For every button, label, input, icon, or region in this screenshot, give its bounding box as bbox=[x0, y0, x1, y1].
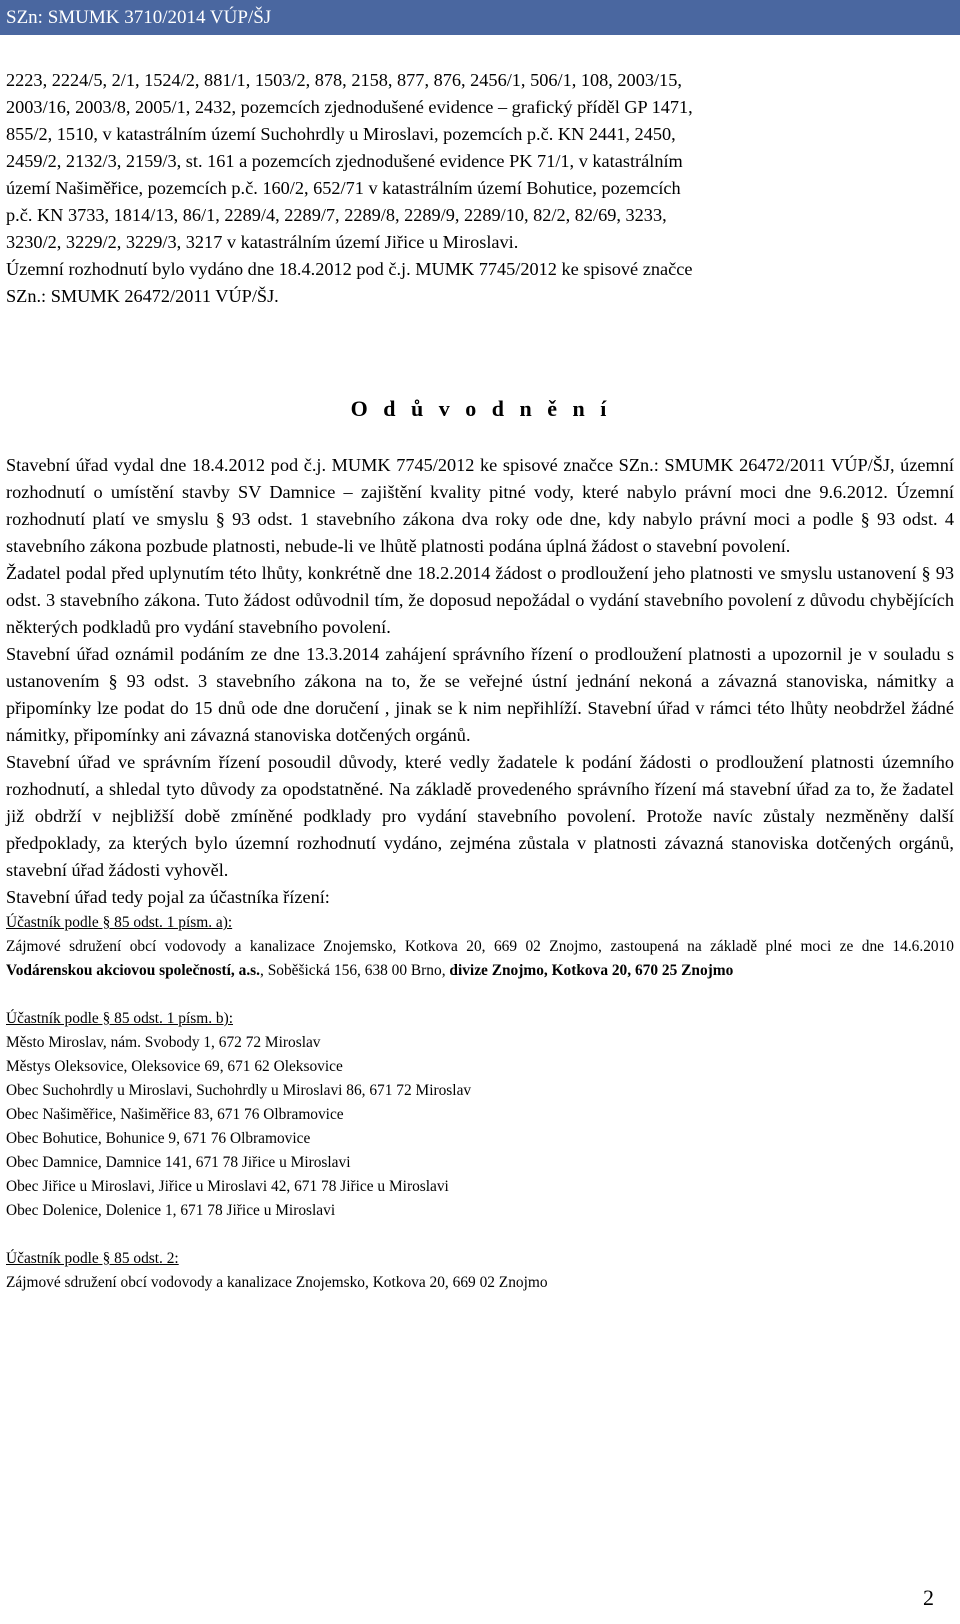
intro-line: území Našiměřice, pozemcích p.č. 160/2, 652/71 v katastrálním území Bohutice, pozemcích bbox=[6, 178, 681, 198]
reasoning-body bbox=[6, 452, 954, 1295]
intro-block bbox=[6, 67, 956, 310]
intro-line: 2459/2, 2132/3, 2159/3, st. 161 a pozemcích zjednodušené evidence PK 71/1, v katastrálním bbox=[6, 151, 683, 171]
group-a-bold2: divize Znojmo, Kotkova 20, 670 25 Znojmo bbox=[449, 962, 734, 979]
paragraph: Stavební úřad vydal dne 18.4.2012 pod č.j. MUMK 7745/2012 ke spisové značce SZn.: SMUMK 26472/2011 VÚP/ŠJ, územní rozhodnutí o umístění stavby SV Damnice – zajištění kvality pitné vody, které nabylo právní moci dne 9.6.2012. Územní rozhodnutí platí ve smyslu § 93 odst. 1 stavebního zákona dva roky ode dne, kdy nabylo právní moci a podle § 93 odst. 4 stavebního zákona pozbude platnosti, nebude-li ve lhůtě platnosti podána úplná žádost o stavební povolení. bbox=[6, 455, 954, 556]
list-item: Obec Suchohrdly u Miroslavi, Suchohrdly u Miroslavi 86, 671 72 Miroslav bbox=[6, 1082, 472, 1099]
list-item: Obec Dolenice, Dolenice 1, 671 78 Jiřice u Miroslavi bbox=[6, 1202, 336, 1219]
group-2-text: Zájmové sdružení obcí vodovody a kanalizace Znojemsko, Kotkova 20, 669 02 Znojmo bbox=[6, 1274, 548, 1291]
list-item: Obec Bohutice, Bohunice 9, 671 76 Olbramovice bbox=[6, 1130, 311, 1147]
page-number: 2 bbox=[923, 1585, 934, 1610]
participants-intro: Stavební úřad tedy pojal za účastníka řízení: bbox=[6, 887, 330, 907]
intro-line: 855/2, 1510, v katastrálním území Suchohrdly u Miroslavi, pozemcích p.č. KN 2441, 2450, bbox=[6, 124, 676, 144]
paragraph: Stavební úřad ve správním řízení posoudil důvody, které vedly žadatele k podání žádosti o prodloužení platnosti územního rozhodnutí, a shledal tyto důvody za opodstatněné. Na základě provedeného správního řízení má stavební úřad za to, že žadatel již obdrží v nejbližší době zmíněné podklady pro vydání stavebního povolení. Protože navíc zůstaly nezměněny další předpoklady, za kterých bylo územní rozhodnutí vydáno, zejména zůstala v platnosti závazná stanoviska dotčených orgánů, stavební úřad žádosti vyhověl. bbox=[6, 752, 954, 880]
intro-line: 3230/2, 3229/2, 3229/3, 3217 v katastrálním území Jiřice u Miroslavi. bbox=[6, 232, 519, 252]
group-a-bold1: Vodárenskou akciovou společností, a.s. bbox=[6, 962, 261, 979]
list-item: Obec Jiřice u Miroslavi, Jiřice u Miroslavi 42, 671 78 Jiřice u Miroslavi bbox=[6, 1178, 449, 1195]
group-a-text-mid: , Soběšická 156, 638 00 Brno, bbox=[260, 962, 450, 979]
intro-line: 2223, 2224/5, 2/1, 1524/2, 881/1, 1503/2, 878, 2158, 877, 876, 2456/1, 506/1, 108, 2003/15, bbox=[6, 70, 682, 90]
intro-line: Územní rozhodnutí bylo vydáno dne 18.4.2012 pod č.j. MUMK 7745/2012 ke spisové značce bbox=[6, 259, 693, 279]
section-title: O d ů v o d n ě n í bbox=[350, 396, 612, 421]
group-a-heading: Účastník podle § 85 odst. 1 písm. a): bbox=[6, 914, 233, 931]
intro-line: 2003/16, 2003/8, 2005/1, 2432, pozemcích zjednodušené evidence – grafický příděl GP 1471, bbox=[6, 97, 693, 117]
group-a-text-before: Zájmové sdružení obcí vodovody a kanalizace Znojemsko, Kotkova 20, 669 02 Znojmo, zastoupená na základě plné moci ze dne 14.6.2010 bbox=[6, 938, 954, 955]
document-header bbox=[0, 0, 960, 35]
group-b-heading: Účastník podle § 85 odst. 1 písm. b): bbox=[6, 1010, 233, 1027]
list-item: Město Miroslav, nám. Svobody 1, 672 72 Miroslav bbox=[6, 1034, 321, 1051]
list-item: Obec Našiměřice, Našiměřice 83, 671 76 Olbramovice bbox=[6, 1106, 344, 1123]
intro-line: SZn.: SMUMK 26472/2011 VÚP/ŠJ. bbox=[6, 286, 279, 306]
group-a-text bbox=[6, 935, 954, 983]
list-item: Městys Oleksovice, Oleksovice 69, 671 62 Oleksovice bbox=[6, 1058, 343, 1075]
group-2-heading: Účastník podle § 85 odst. 2: bbox=[6, 1250, 179, 1267]
paragraph: Stavební úřad oznámil podáním ze dne 13.3.2014 zahájení správního řízení o prodloužení platnosti a upozornil je v souladu s ustanovením § 93 odst. 3 stavebního zákona na to, že se veřejné ústní jednání nekoná a závazná stanoviska, námitky a připomínky lze podat do 15 dnů ode dne doručení , jinak se k nim nepřihlíží. Stavební úřad v rámci této lhůty neobdržel žádné námitky, připomínky ani závazná stanoviska dotčených orgánů. bbox=[6, 644, 954, 745]
file-reference: SZn: SMUMK 3710/2014 VÚP/ŠJ bbox=[6, 7, 272, 28]
list-item: Obec Damnice, Damnice 141, 671 78 Jiřice u Miroslavi bbox=[6, 1154, 351, 1171]
paragraph: Žadatel podal před uplynutím této lhůty, konkrétně dne 18.2.2014 žádost o prodloužení jeho platnosti ve smyslu ustanovení § 93 odst. 3 stavebního zákona. Tuto žádost odůvodnil tím, že doposud nepožádal o vydání stavebního povolení z důvodu chybějících některých podkladů pro vydání stavebního povolení. bbox=[6, 563, 954, 637]
intro-line: p.č. KN 3733, 1814/13, 86/1, 2289/4, 2289/7, 2289/8, 2289/9, 2289/10, 82/2, 82/69, 3233, bbox=[6, 205, 667, 225]
